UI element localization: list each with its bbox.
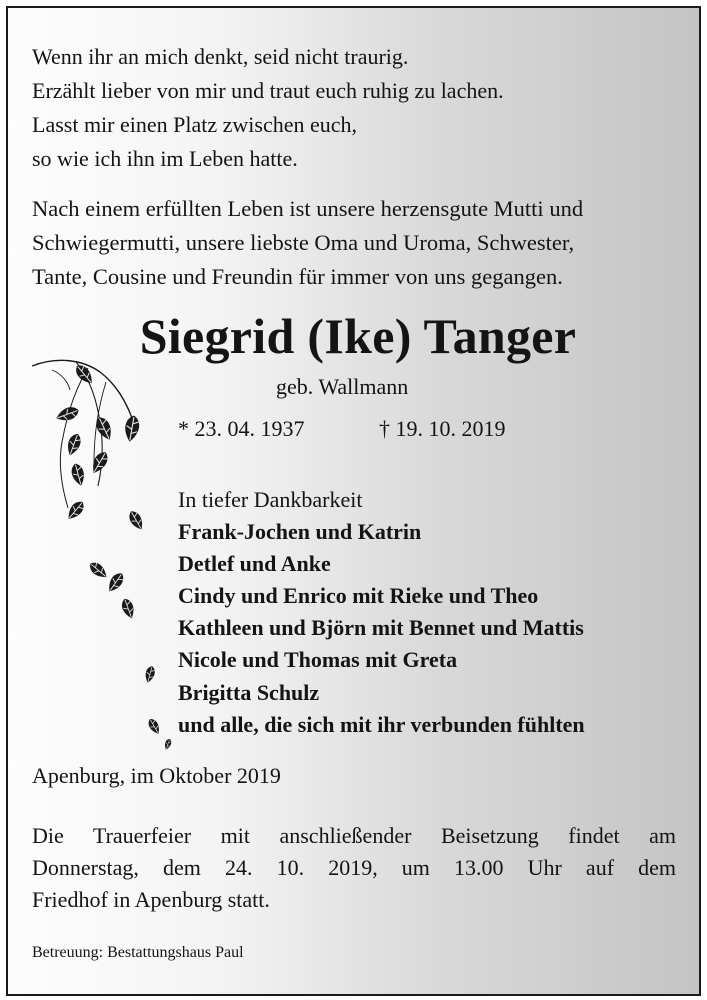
- mourner-family: Detlef und Anke: [178, 551, 331, 577]
- mourner-family: Nicole und Thomas mit Greta: [178, 647, 458, 673]
- birch-branch-icon: [28, 352, 178, 752]
- funeral-info: [32, 820, 676, 916]
- mourner-family: Brigitta Schulz: [178, 679, 320, 705]
- poem-line: Lasst mir einen Platz zwischen euch,: [32, 112, 358, 137]
- mourner-family: Frank-Jochen und Katrin: [178, 519, 422, 545]
- mourner-family: und alle, die sich mit ihr verbunden fühlten: [178, 711, 585, 737]
- poem: [32, 40, 672, 176]
- mourners: [178, 484, 698, 741]
- funeral-line: Donnerstag, dem 24. 10. 2019, um 13.00 Uhr auf dem: [32, 855, 676, 880]
- mourner-family: Cindy und Enrico mit Rieke und Theo: [178, 583, 539, 609]
- mourners-intro: In tiefer Dankbarkeit: [178, 487, 363, 512]
- mourner-family: Kathleen und Björn mit Bennet und Mattis: [178, 615, 584, 641]
- funeral-line: Die Trauerfeier mit anschließender Beisetzung findet am: [32, 823, 676, 848]
- funeral-service: Betreuung: Bestattungshaus Paul: [32, 944, 244, 961]
- poem-line: so wie ich ihn im Leben hatte.: [32, 146, 298, 171]
- deceased-name: Siegrid (Ike) Tanger: [139, 308, 577, 364]
- death-date: † 19. 10. 2019: [379, 416, 506, 441]
- obituary-notice: [6, 6, 701, 996]
- intro-line: Nach einem erfüllten Leben ist unsere herzensgute Mutti und: [32, 196, 584, 221]
- poem-line: Erzählt lieber von mir und traut euch ruhig zu lachen.: [32, 78, 504, 103]
- birth-name: geb. Wallmann: [276, 374, 409, 399]
- poem-line: Wenn ihr an mich denkt, seid nicht traurig.: [32, 44, 409, 69]
- birth-date: * 23. 04. 1937: [178, 416, 305, 441]
- intro-line: Tante, Cousine und Freundin für immer von uns gegangen.: [32, 264, 563, 289]
- intro-line: Schwiegermutti, unsere liebste Oma und Uroma, Schwester,: [32, 230, 575, 255]
- place-date: Apenburg, im Oktober 2019: [32, 763, 281, 788]
- intro-text: [32, 192, 682, 294]
- funeral-line: Friedhof in Apenburg statt.: [32, 887, 270, 912]
